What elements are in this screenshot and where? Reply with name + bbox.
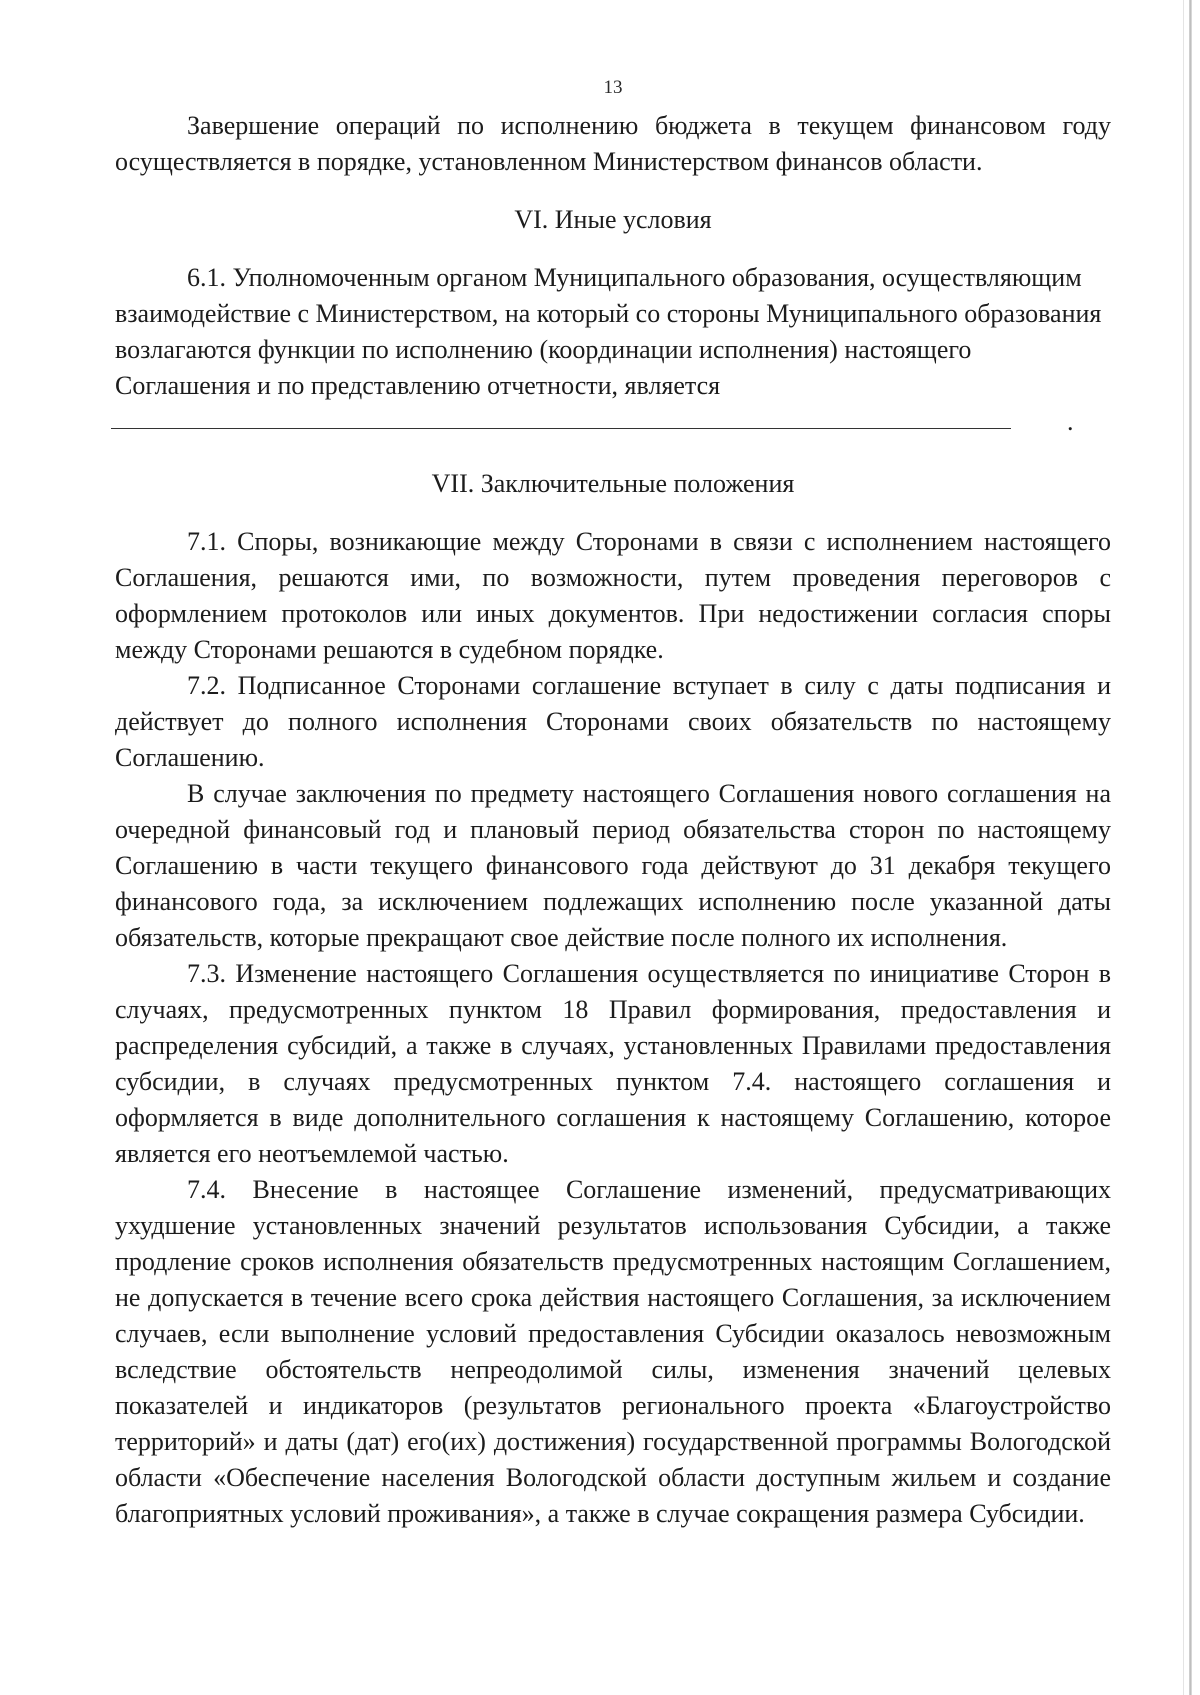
paragraph-7-4: 7.4. Внесение в настоящее Соглашение изменений, предусматривающих ухудшение установленных значений результатов использования Субсидии, а также продление сроков исполнения обязательств предусмотренных настоящим Соглашением, не допускается в течение всего срока действия настоящего Соглашения, за исключением случаев, если выполнение условий предоставления Субсидии оказалось невозможным вследствие обстоятельств непреодолимой силы, изменения значений целевых показателей и индикаторов (результатов регионального проекта «Благоустройство территорий» и даты (дат) его(их) достижения) государственной программы Вологодской области «Обеспечение населения Вологодской области доступным жильем и создание благоприятных условий проживания», а также в случае сокращения размера Субсидии. [115,1175,1111,1528]
fill-in-blank-period: . [1067,407,1074,436]
section-7-heading: VII. Заключительные положения [431,469,795,498]
paragraph-7-1: 7.1. Споры, возникающие между Сторонами в связи с исполнением настоящего Соглашения, решаются ими, по возможности, путем проведения переговоров с оформлением протоколов или иных документов. При недостижении согласия споры между Сторонами решаются в судебном порядке. [115,527,1111,664]
section-6-heading: VI. Иные условия [514,205,712,234]
paragraph-6-1: 6.1. Уполномоченным органом Муниципального образования, осуществляющим взаимодействие с Министерством, на который со стороны Муниципального образования возлагаются функции по исполнению (координации исполнения) настоящего Соглашения и по представлению отчетности, является [115,263,1102,400]
intro-paragraph: Завершение операций по исполнению бюджета в текущем финансовом году осуществляется в порядке, установленном Министерством финансов области. [115,111,1111,176]
paragraph-7-2: 7.2. Подписанное Сторонами соглашение вступает в силу с даты подписания и действует до полного исполнения Сторонами своих обязательств по настоящему Соглашению. [115,671,1111,772]
page-number: 13 [603,77,623,98]
paragraph-7-2-continuation: В случае заключения по предмету настоящего Соглашения нового соглашения на очередной финансовый год и плановый период обязательства сторон по настоящему Соглашению в части текущего финансового года действуют до 31 декабря текущего финансового года, за исключением подлежащих исполнению после указанной даты обязательств, которые прекращают свое действие после полного их исполнения. [115,779,1111,952]
fill-in-blank-row [115,404,1111,452]
page-edge [1189,0,1192,1695]
page-edge-shadow [1183,0,1184,1695]
document-page [115,76,1111,1532]
paragraph-7-3: 7.3. Изменение настоящего Соглашения осуществляется по инициативе Сторон в случаях, предусмотренных пунктом 18 Правил формирования, предоставления и распределения субсидий, а также в случаях, установленных Правилами предоставления субсидии, в случаях предусмотренных пунктом 7.4. настоящего соглашения и оформляется в виде дополнительного соглашения к настоящему Соглашению, которое является его неотъемлемой частью. [115,959,1111,1168]
fill-in-blank-line [111,428,1011,429]
